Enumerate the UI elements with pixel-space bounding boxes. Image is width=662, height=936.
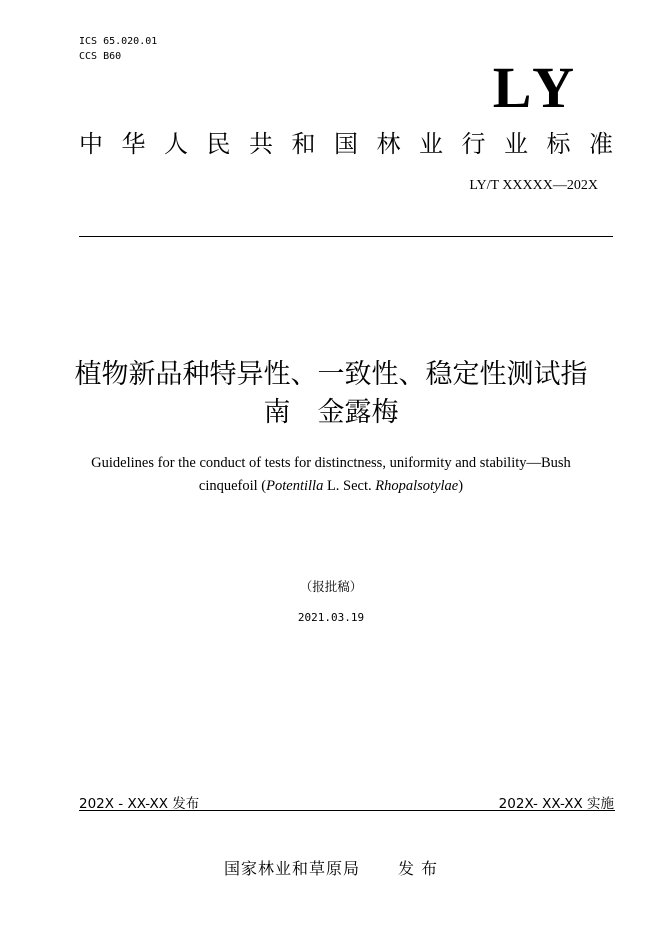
industry-char: 业 xyxy=(504,130,528,158)
industry-char: 中 xyxy=(79,130,103,158)
english-title-text: L. Sect. xyxy=(323,478,376,494)
industry-standard-title xyxy=(79,128,613,160)
industry-char: 标 xyxy=(546,130,571,158)
industry-char: 林 xyxy=(376,130,401,158)
english-title-text: ) xyxy=(458,478,464,494)
footer-divider xyxy=(79,810,615,811)
english-title xyxy=(50,452,612,498)
english-title-line xyxy=(50,475,612,498)
classification-codes xyxy=(79,34,157,64)
standard-number: LY/T XXXXX—202X xyxy=(469,178,598,193)
industry-char: 行 xyxy=(461,130,486,158)
ly-logo: LY xyxy=(492,55,580,120)
industry-char: 国 xyxy=(334,130,358,158)
english-title-line: Guidelines for the conduct of tests for distinctness, uniformity and stability—Bush xyxy=(91,455,571,471)
issuing-authority xyxy=(0,856,662,879)
industry-char: 准 xyxy=(589,130,613,158)
genus-name: Potentilla xyxy=(266,478,324,494)
industry-char: 和 xyxy=(291,130,316,158)
industry-char: 民 xyxy=(206,130,231,158)
issuer-suffix: 发 布 xyxy=(397,859,439,878)
industry-char: 共 xyxy=(249,130,273,158)
issuer-name: 国家林业和草原局 xyxy=(223,859,360,878)
section-name: Rhopalsotylae xyxy=(375,478,459,494)
chinese-title-line: 植物新品种特异性、一致性、稳定性测试指 xyxy=(74,359,588,390)
implementation-date: 202X- XX-XX 实施 xyxy=(498,796,614,812)
industry-char: 业 xyxy=(419,130,443,158)
draft-date: 2021.03.19 xyxy=(297,611,365,624)
chinese-title xyxy=(50,356,612,432)
industry-char: 人 xyxy=(164,130,188,158)
issue-date: 202X - XX-XX 发布 xyxy=(79,796,200,812)
draft-status: （报批稿） xyxy=(299,579,363,594)
english-title-text: cinquefoil ( xyxy=(198,478,267,494)
header-divider xyxy=(79,236,613,237)
ccs-code: CCS B60 xyxy=(79,51,122,62)
chinese-title-line: 南 金露梅 xyxy=(263,397,399,428)
ics-code: ICS 65.020.01 xyxy=(79,36,158,47)
industry-char: 华 xyxy=(121,130,146,158)
